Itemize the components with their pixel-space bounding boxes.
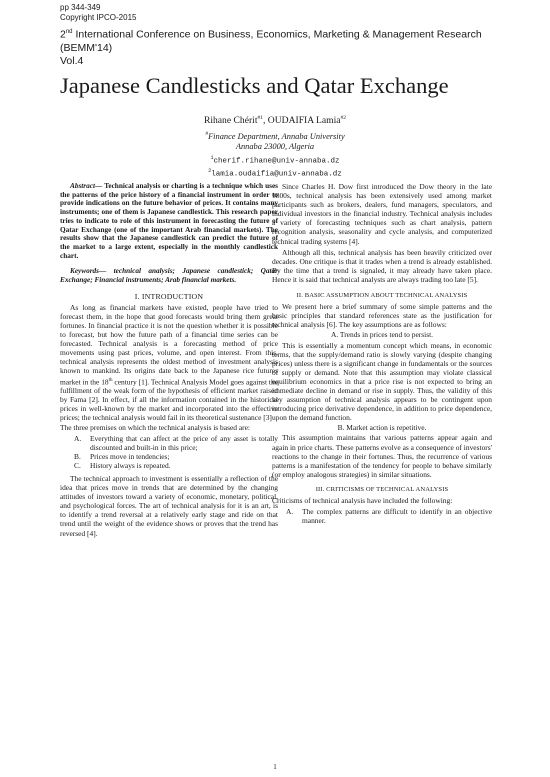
subsection-a-heading: A. Trends in prices tend to persist.	[330, 330, 434, 340]
premises-list	[60, 434, 278, 470]
intro-paragraph-1: As long as financial markets have existed, people have tried to forecast them, in the hope that good forecasts would bring them great fortunes. In financial practice it is not the question whether it is possible to forecast, but how the future path of a financial time series can be forecasted. Technical analysis is a forecasting method of price movements using past prices, volume, and open interest. From this, technical analysis represents the oldest method of investment analysis known to mankind. Its origins date back to the Japanese rice futures market in the 18th century [1]. Technical Analysis Model goes against the fulfillment of the weak form of the hypothesis of efficient market raised by Fama [2]. In effect, if all the information contained in the historical prices in well-known by the market and incorporated into the effective prices; the technical analysis would fail in its theoretical sustenance [3]	[60, 302, 278, 423]
author-names: Rihane Chérit$^{\#1}$, OUDAIFIA Lamia$^{\#2}$	[203, 115, 347, 127]
volume-label: Vol.4	[60, 54, 84, 67]
author-block	[60, 113, 490, 180]
list-item: A. Everything that can affect at the price of any asset is totally discounted and built-in in this price;	[74, 433, 278, 452]
subsection-b-heading: B. Market action is repetitive.	[337, 423, 427, 433]
section-2-paragraph: We present here a brief summary of some simple patterns and the basic principles that standard references state as the justification for technical analysis [6]. The key assumptions are as follows:	[272, 302, 492, 330]
conference-name: 2nd International Conference on Business, Economics, Marketing & Management Research (BEMM'14)	[60, 28, 482, 54]
keywords: Keywords— technical analysis; Japanese candlestick; Qatar Exchange; Financial instruments; Arab financial markets.	[60, 267, 278, 285]
section-2-heading: II. BASIC ASSUMPTION ABOUT TECHNICAL ANALYSIS	[296, 292, 468, 300]
intro-paragraph-2: The three premises on which the technical analysis is based are:	[60, 422, 251, 432]
right-column	[272, 182, 492, 528]
abstract: Abstract— Technical analysis or charting is a technique which uses the patterns of the price history of a financial instrument in order to provide indications on the future behavior of prices. It contains many instruments; one of them is Japanese candlestick. This research paper tries to indicate to role of this instrument in forecasting the future of Qatar Exchange (one of the important Arab financial markets). The results show that the Japanese candlestick can predict the future of the market to a large extent, especially in the monthly candlestick chart.	[60, 182, 278, 260]
section-1-heading: I. INTRODUCTION	[134, 291, 204, 301]
intro-paragraph-3: The technical approach to investment is essentially a reflection of the idea that prices move in trends that are determined by the changing attitudes of investors toward a variety of economic, monetary, political, and psychological forces. The art of technical analysis for it is an art, is to identify a trend reversal at a relatively early stage and ride on that trend until the weight of the evidence shows or proves that the trend has reversed [4].	[60, 474, 278, 538]
subsection-a-paragraph: This is essentially a momentum concept which means, in economic terms, that the supply/demand ratio is slowly varying (despite changing prices) unless there is a significant change in fundamentals or the sources of supply or demand. Note that this assumption may violate classical equilibrium economics in that a price rise is not expected to bring an immediate decline in demand or rise in supply. Thus, the validity of this key assumption of technical analysis appears to be contingent upon introducing price derivative dependence, in addition to price dependence, upon the demand function.	[272, 340, 492, 423]
list-item: A. The complex patterns are difficult to identify in an objective manner.	[286, 507, 492, 526]
paper-title: Japanese Candlesticks and Qatar Exchange	[60, 73, 449, 98]
copyright-line: Copyright IPCO-2015	[60, 13, 137, 22]
section-3-heading: III. CRITICISMS OF TECHNICAL ANALYSIS	[315, 485, 449, 493]
page-number: 1	[273, 763, 277, 771]
affiliation: #Finance Department, Annaba University	[205, 131, 345, 141]
running-header	[60, 3, 500, 68]
criticisms-list	[272, 507, 492, 525]
list-item: C. History always is repeated.	[74, 460, 171, 470]
left-column	[60, 182, 278, 538]
right-paragraph-2: Although all this, technical analysis has been heavily criticized over decades. One critique is that it trades when a trend is already established. By the time that a trend is signaled, it may already have taken place. Hence it is said that technical analysts are always trading too late [5].	[272, 247, 492, 284]
email-2: $^2$lamia.oudaifia@univ-annaba.dz	[208, 168, 342, 179]
list-item: B. Prices move in tendencies;	[74, 451, 170, 461]
right-paragraph-1: Since Charles H. Dow first introduced the Dow theory in the late 1800s, technical analysis has been extensively used among market participants such as brokers, dealers, fund managers, speculators, and individual investors in the financial industry. Technical analysis includes a variety of forecasting techniques such as chart analysis, pattern recognition analysis, seasonality and cycle analysis, and computerized technical trading systems [4].	[272, 182, 492, 246]
section-3-paragraph: Criticisms of technical analysis have included the following:	[272, 496, 453, 505]
page-range: pp 344-349	[60, 3, 101, 12]
subsection-b-paragraph: This assumption maintains that various patterns appear again and again in price charts. These patterns evolve as a consequence of investors' reactions to the change in their fortunes. Thus, the recurrence of various patterns is a manifestation of the tendency for people to behave similarly (or employ analogous strategies) in similar situations.	[272, 433, 492, 479]
affiliation-city: Annaba 23000, Algeria	[235, 142, 315, 152]
email-1: $^1$cherif.rihane@univ-annaba.dz	[210, 154, 340, 166]
